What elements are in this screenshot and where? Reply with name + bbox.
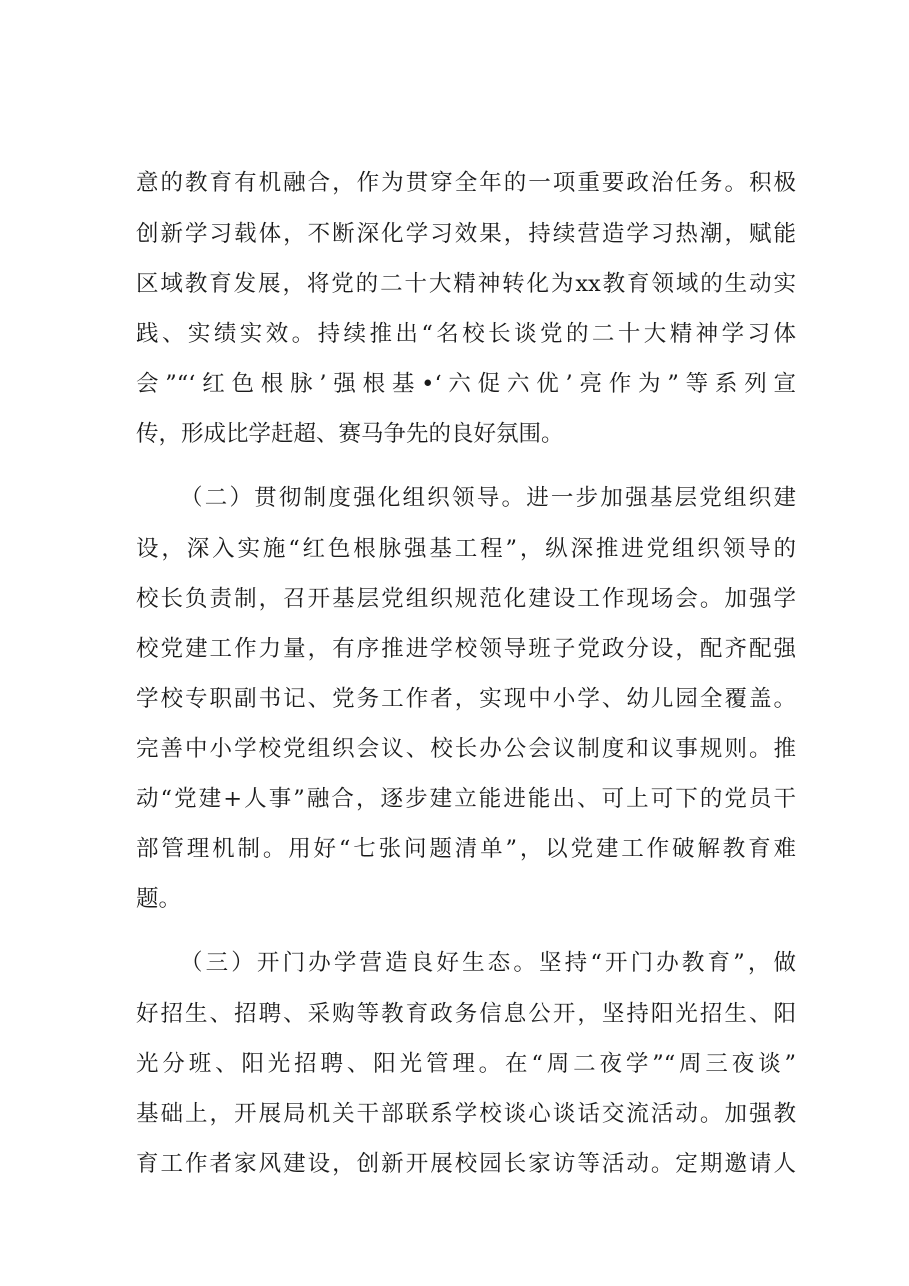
- text-line: 创新学习载体，不断深化学习效果，持续营造学习热潮，赋能: [136, 221, 796, 247]
- text-line: 践、实绩实效。持续推出“名校长谈党的二十大精神学习体: [136, 321, 796, 347]
- text-line: 传，形成比学赶超、赛马争先的良好氛围。: [136, 421, 564, 447]
- text-line: 基础上，开展局机关干部联系学校谈心谈话交流活动。加强教: [136, 1101, 796, 1127]
- text-line: 部管理机制。用好“七张问题清单”，以党建工作破解教育难: [136, 836, 796, 862]
- text-line: 题。: [136, 886, 182, 912]
- text-line: 区域教育发展，将党的二十大精神转化为xx教育领域的生动实: [136, 271, 796, 297]
- text-line: 设，深入实施“红色根脉强基工程”，纵深推进党组织领导的: [136, 536, 796, 562]
- text-line: （二）贯彻制度强化组织领导。进一步加强基层党组织建: [180, 485, 796, 511]
- text-line: （三）开门办学营造良好生态。坚持“开门办教育”，做: [180, 950, 796, 976]
- text-line: 校党建工作力量，有序推进学校领导班子党政分设，配齐配强: [136, 636, 796, 662]
- text-line: 好招生、招聘、采购等教育政务信息公开，坚持阳光招生、阳: [136, 1001, 796, 1027]
- text-line: 会”“‘红色根脉’强根基•‘六促六优’亮作为”等系列宣: [136, 371, 796, 397]
- text-line: 意的教育有机融合，作为贯穿全年的一项重要政治任务。积极: [136, 170, 796, 196]
- text-line: 学校专职副书记、党务工作者，实现中小学、幼儿园全覆盖。: [136, 686, 796, 712]
- text-line: 完善中小学校党组织会议、校长办公会议制度和议事规则。推: [136, 736, 796, 762]
- text-line: 动“党建+人事”融合，逐步建立能进能出、可上可下的党员干: [136, 786, 796, 812]
- text-line: 育工作者家风建设，创新开展校园长家访等活动。定期邀请人: [136, 1151, 796, 1177]
- text-line: 校长负责制，召开基层党组织规范化建设工作现场会。加强学: [136, 586, 796, 612]
- text-line: 光分班、阳光招聘、阳光管理。在“周二夜学”“周三夜谈”: [136, 1051, 796, 1077]
